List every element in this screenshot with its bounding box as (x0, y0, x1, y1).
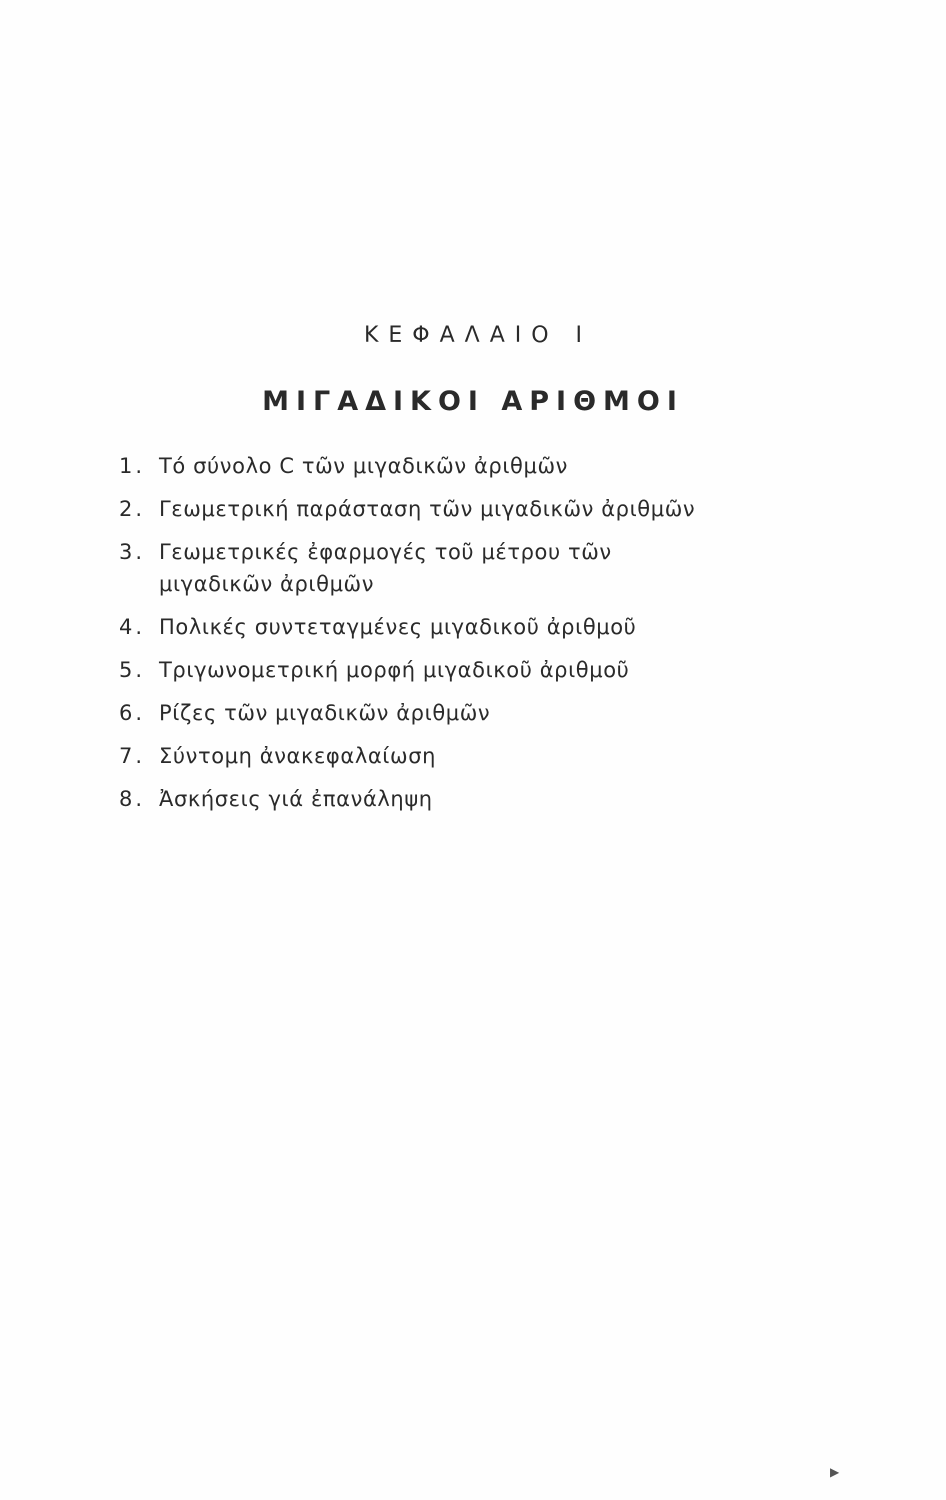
toc-number: 8. (119, 787, 146, 811)
toc-item-8 (119, 783, 879, 815)
toc-item-3 (119, 536, 879, 600)
toc-item-7 (119, 740, 879, 772)
toc-item-5 (119, 654, 879, 686)
toc-number: 5. (119, 658, 146, 682)
toc-title: Πολικές συντεταγμένες μιγαδικοῦ ἀριθμοῦ (159, 615, 637, 639)
toc-title: Γεωμετρική παράσταση τῶν μιγαδικῶν ἀριθμῶν (159, 497, 696, 521)
chapter-label: ΚΕΦΑΛΑΙΟ I (363, 323, 593, 348)
toc-item-2 (119, 493, 879, 525)
toc-number: 6. (119, 701, 146, 725)
toc-title: Τριγωνομετρική μορφή μιγαδικοῦ ἀριθμοῦ (159, 658, 630, 682)
toc-number: 3. (119, 540, 146, 564)
toc-number: 2. (119, 497, 146, 521)
toc-title: Σύντομη ἀνακεφαλαίωση (159, 744, 437, 768)
toc-item-1 (119, 450, 879, 482)
toc-number: 4. (119, 615, 146, 639)
toc-number: 1. (119, 454, 146, 478)
printer-mark-icon: ▶ (830, 1465, 840, 1479)
toc-title: Τό σύνολο C τῶν μιγαδικῶν ἀριθμῶν (159, 454, 568, 478)
table-of-contents (119, 450, 879, 826)
toc-item-4 (119, 611, 879, 643)
toc-title: Ἀσκήσεις γιά ἐπανάληψη (159, 787, 433, 811)
toc-title: Ρίζες τῶν μιγαδικῶν ἀριθμῶν (159, 701, 491, 725)
chapter-title: ΜΙΓΑΔΙΚΟΙ ΑΡΙΘΜΟΙ (262, 386, 684, 417)
toc-title: Γεωμετρικές ἐφαρμογές τοῦ μέτρου τῶν μιγαδικῶν ἀριθμῶν (159, 540, 612, 596)
toc-item-6 (119, 697, 879, 729)
toc-number: 7. (119, 744, 146, 768)
